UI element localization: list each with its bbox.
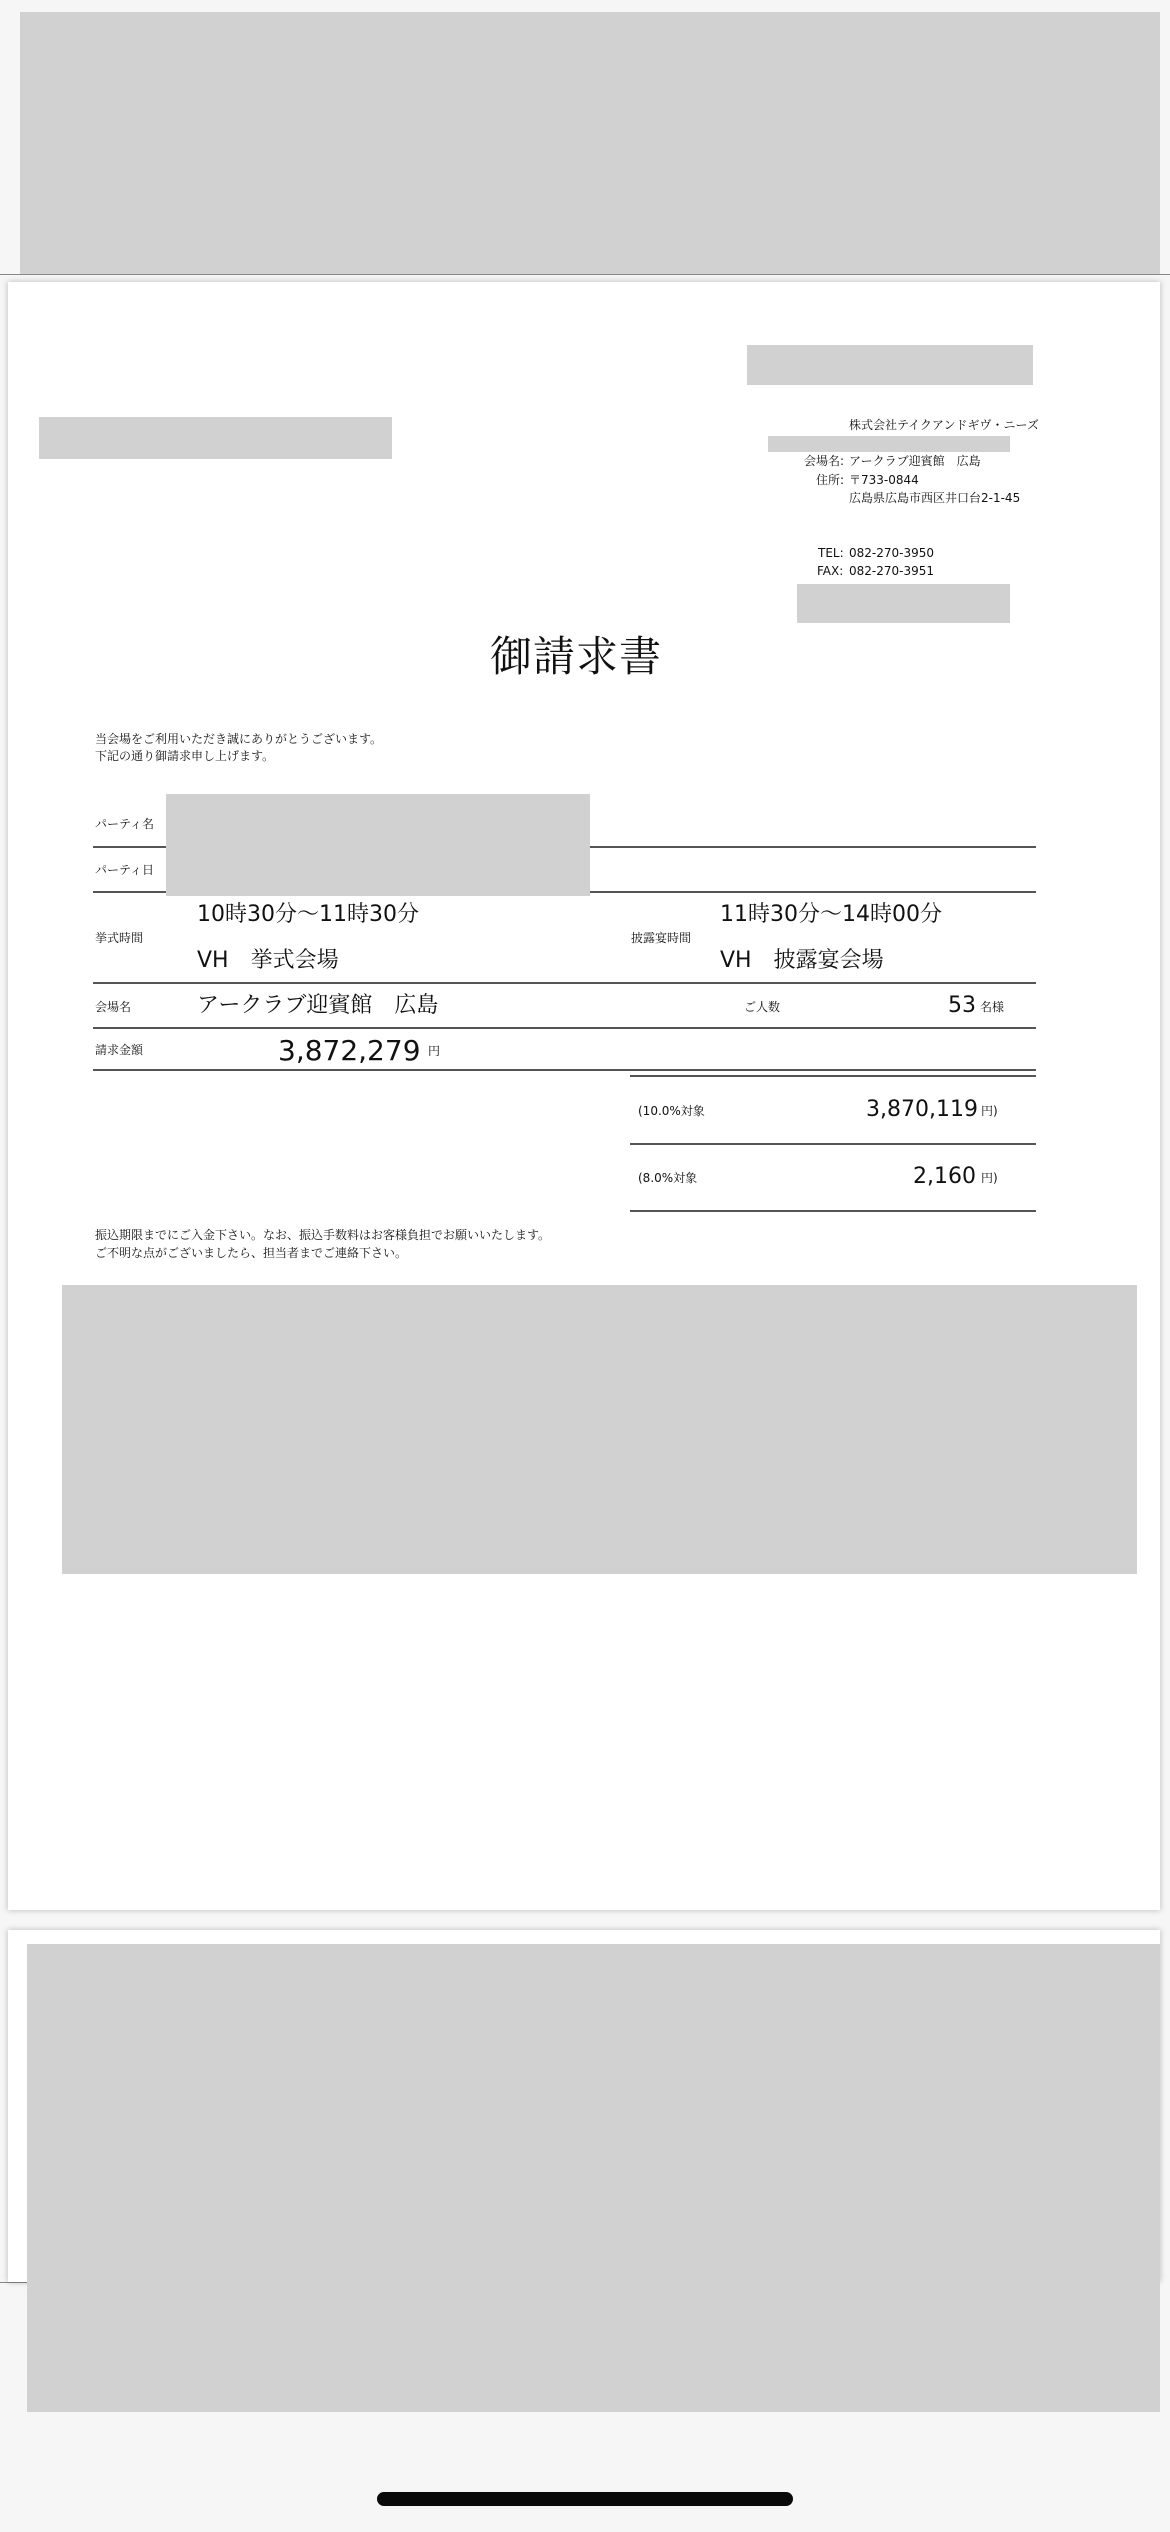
tax-10-unit: 円) — [981, 1104, 998, 1118]
reception-time-label: 披露宴時間 — [631, 931, 692, 945]
party-name-label: パーティ名 — [95, 817, 155, 831]
intro-line-2: 下記の通り御請求申し上げます。 — [95, 749, 275, 763]
note-line-1: 振込期限までにご入金下さい。なお、振込手数料はお客様負担でお願いいたします。 — [95, 1228, 551, 1242]
page-divider — [0, 274, 1170, 275]
tax-rule — [630, 1143, 1036, 1145]
ceremony-room: VH 挙式会場 — [197, 948, 339, 973]
previous-page-redacted — [20, 12, 1160, 274]
tax-10-label: (10.0%対象 — [638, 1104, 705, 1118]
header-redacted-right — [747, 345, 1033, 385]
recipient-redacted — [39, 417, 392, 459]
venue-label: 会場名 — [95, 1000, 132, 1014]
bank-info-redacted — [62, 1285, 1137, 1574]
document-title: 御請求書 — [490, 632, 663, 681]
table-rule — [93, 1069, 1036, 1071]
sender-company: 株式会社テイクアンドギヴ・ニーズ — [849, 418, 1039, 432]
sender-venue-label: 会場名: — [804, 454, 845, 468]
party-details-redacted — [166, 794, 590, 896]
next-page-redacted — [27, 1944, 1160, 2412]
tax-8-value: 2,160 — [913, 1164, 976, 1189]
sender-tel: 082-270-3950 — [849, 546, 935, 560]
sender-fax: 082-270-3951 — [849, 564, 935, 578]
party-date-label: パーティ日 — [95, 863, 155, 877]
sender-address: 広島県広島市西区井口台2-1-45 — [849, 491, 1021, 505]
guests-value: 53 — [948, 993, 976, 1018]
sender-tel-label: TEL: — [818, 546, 844, 560]
tax-rule — [630, 1210, 1036, 1212]
invoice-page — [8, 282, 1160, 1910]
sender-address-label: 住所: — [816, 473, 845, 487]
guests-label: ご人数 — [744, 1000, 781, 1014]
sender-redacted-line — [768, 436, 1010, 452]
ceremony-time: 10時30分～11時30分 — [197, 902, 419, 927]
tax-8-unit: 円) — [981, 1171, 998, 1185]
note-line-2: ご不明な点がございましたら、担当者までご連絡下さい。 — [95, 1246, 408, 1260]
reception-time: 11時30分～14時00分 — [720, 902, 942, 927]
intro-line-1: 当会場をご利用いただき誠にありがとうございます。 — [95, 732, 383, 746]
ceremony-time-label: 挙式時間 — [95, 931, 144, 945]
amount-value: 3,872,279 — [278, 1034, 421, 1067]
sender-postal: 〒733-0844 — [849, 473, 919, 487]
tax-8-label: (8.0%対象 — [638, 1171, 698, 1185]
home-indicator[interactable] — [377, 2492, 793, 2506]
reception-room: VH 披露宴会場 — [720, 948, 884, 973]
venue-value: アークラブ迎賓館 広島 — [197, 993, 439, 1018]
table-rule — [93, 982, 1036, 984]
sender-stamp-redacted — [797, 584, 1010, 623]
amount-label: 請求金額 — [95, 1043, 144, 1057]
tax-rule — [630, 1075, 1036, 1077]
table-rule — [93, 1027, 1036, 1029]
guests-unit: 名様 — [980, 1000, 1005, 1014]
sender-venue: アークラブ迎賓館 広島 — [849, 454, 981, 468]
tax-10-value: 3,870,119 — [866, 1097, 978, 1122]
sender-fax-label: FAX: — [817, 564, 844, 578]
amount-unit: 円 — [428, 1044, 441, 1058]
